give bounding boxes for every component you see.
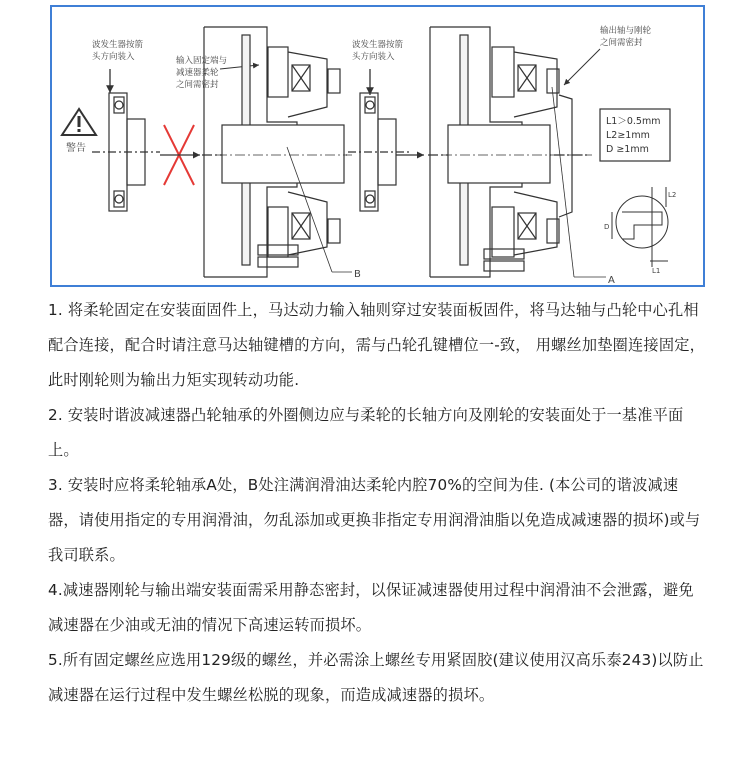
right-top-note-1: 波发生器按箭: [352, 40, 404, 50]
input-shaft-right: [448, 125, 550, 183]
diagram-drawing: [52, 7, 703, 285]
left-mid-note-1: 输入固定端与: [176, 56, 228, 66]
tolerance-l2: L2≥1mm: [606, 130, 650, 141]
tolerance-l1: L1＞0.5mm: [606, 116, 661, 127]
right-top-note-2: 头方向装入: [352, 52, 395, 62]
detail-label-l1: L1: [652, 267, 661, 275]
step-5: 5.所有固定螺丝应选用129级的螺丝，并必需涂上螺丝专用紧固胶(建议使用汉高乐泰243)以防止减速器在运行过程中发生螺丝松脱的现象，而造成减速器的损坏。: [48, 651, 704, 704]
warning-icon: [62, 109, 96, 135]
step-1: 1. 将柔轮固定在安装面固件上，马达动力输入轴则穿过安装面板固件，将马达轴与凸轮中心孔相配合连接，配合时请注意马达轴键槽的方向，需与凸轮孔键槽位一-致， 用螺丝加垫圈连接固定，此时刚轮则为输出力矩实现转动功能.: [48, 301, 705, 389]
installation-steps: [48, 293, 708, 713]
warning-label: 警告: [66, 143, 86, 154]
detail-label-l2: L2: [668, 191, 677, 199]
step-2: 2. 安装时谐波减速器凸轮轴承的外圈侧边应与柔轮的长轴方向及刚轮的安装面处于一基准平面上。: [48, 406, 684, 459]
step-4: 4.减速器刚轮与输出端安装面需采用静态密封，以保证减速器使用过程中润滑油不会泄露，避免减速器在少油或无油的情况下高速运转而损坏。: [48, 581, 694, 634]
left-top-note-2: 头方向装入: [92, 52, 135, 62]
right-output-note-1: 输出轴与刚轮: [600, 26, 652, 36]
right-output-note-2: 之间需密封: [600, 38, 643, 48]
tolerance-d: D ≥1mm: [606, 144, 649, 155]
detail-label-d: D: [604, 223, 610, 231]
wave-generator-left: [92, 93, 160, 211]
installation-diagram: [50, 5, 705, 287]
left-top-note-1: 波发生器按箭: [92, 40, 144, 50]
step-3: 3. 安装时应将柔轮轴承A处，B处注满润滑油达柔轮内腔70%的空间为佳. (本公司的谐波减速器，请使用指定的专用润滑油，勿乱添加或更换非指定专用润滑油脂以免造成减速器的损坏)或与我司联系。: [48, 476, 701, 564]
marker-a: A: [608, 275, 615, 285]
left-mid-note-3: 之间需密封: [176, 80, 219, 90]
wave-generator-right: [348, 93, 412, 211]
detail-view: [612, 187, 668, 267]
marker-b: B: [354, 269, 361, 280]
left-mid-note-2: 减速器柔轮: [176, 68, 219, 78]
input-shaft-left: [222, 125, 344, 183]
